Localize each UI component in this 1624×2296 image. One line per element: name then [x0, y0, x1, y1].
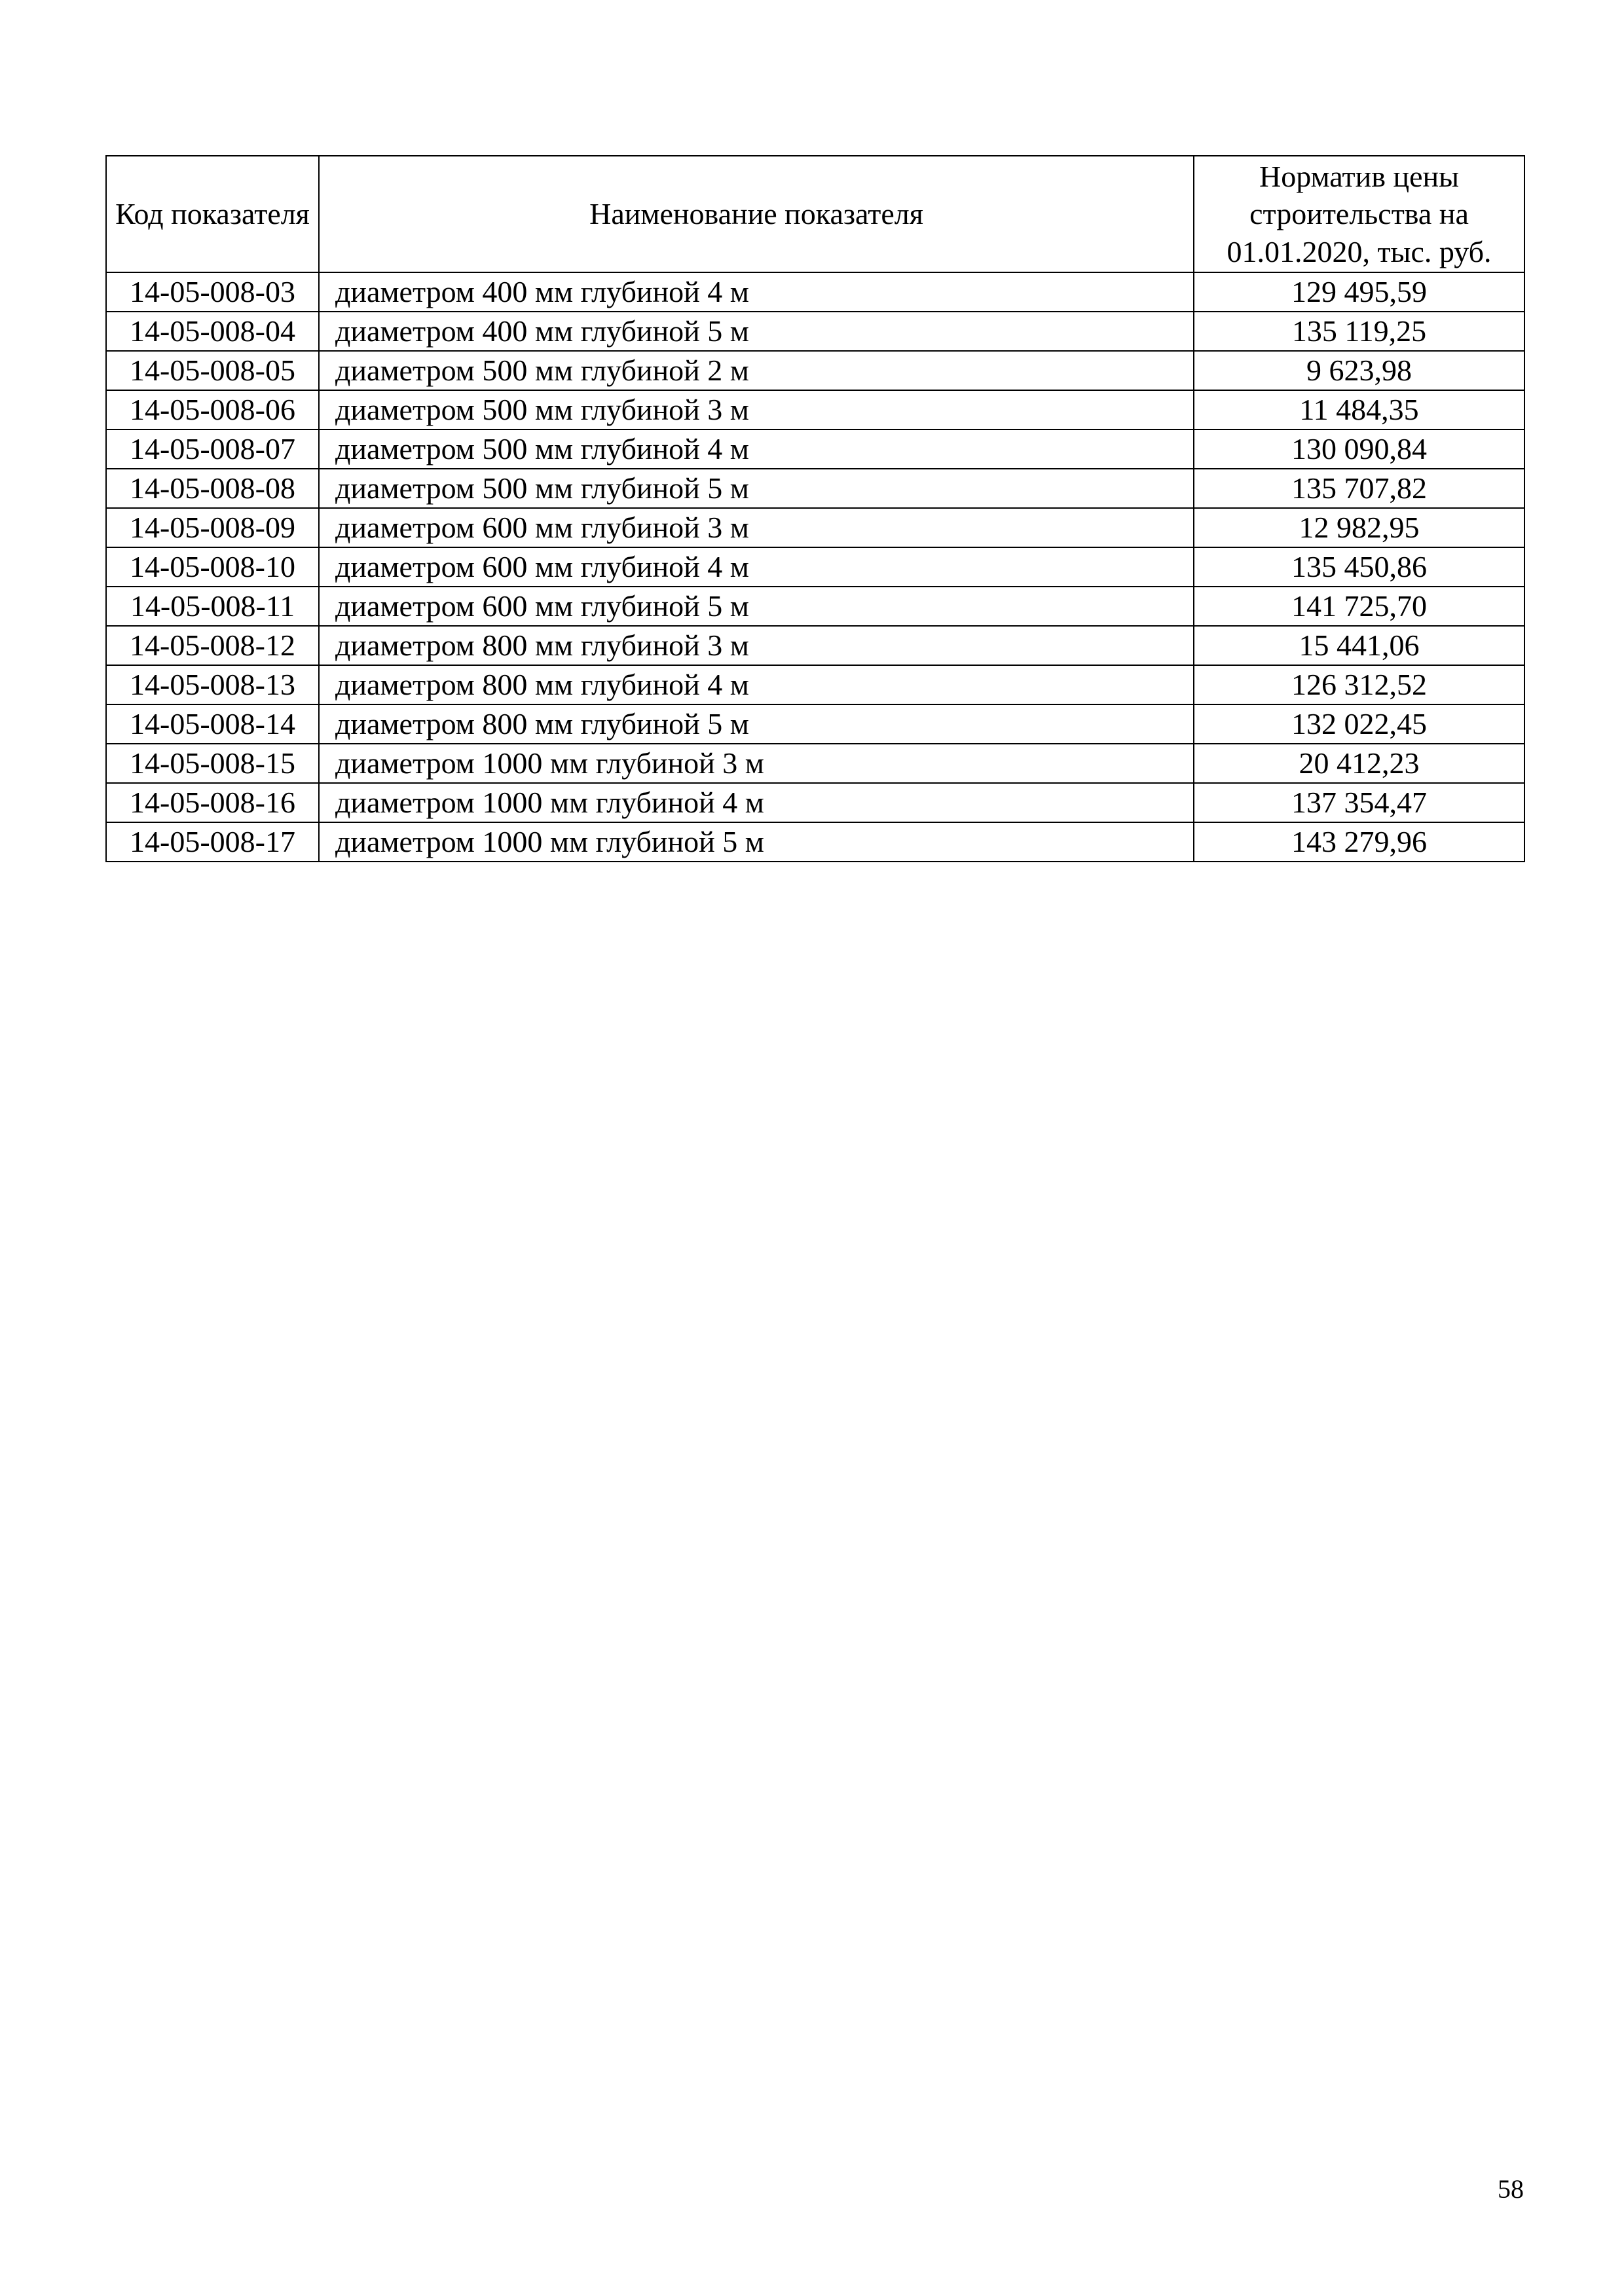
cell-code: 14-05-008-14 [106, 704, 319, 744]
table-row [106, 665, 1524, 704]
cell-code: 14-05-008-17 [106, 822, 319, 862]
table-row [106, 351, 1524, 390]
cell-name: диаметром 1000 мм глубиной 5 м [319, 822, 1194, 862]
cell-name: диаметром 600 мм глубиной 5 м [319, 587, 1194, 626]
cell-code: 14-05-008-16 [106, 783, 319, 822]
cell-code: 14-05-008-12 [106, 626, 319, 665]
cell-price: 143 279,96 [1194, 822, 1524, 862]
cell-price: 129 495,59 [1194, 272, 1524, 312]
cell-price: 20 412,23 [1194, 744, 1524, 783]
cell-name: диаметром 1000 мм глубиной 3 м [319, 744, 1194, 783]
cell-name: диаметром 500 мм глубиной 2 м [319, 351, 1194, 390]
cell-code: 14-05-008-04 [106, 312, 319, 351]
cell-code: 14-05-008-09 [106, 508, 319, 547]
cell-name: диаметром 500 мм глубиной 5 м [319, 469, 1194, 508]
cell-name: диаметром 800 мм глубиной 4 м [319, 665, 1194, 704]
cell-price: 141 725,70 [1194, 587, 1524, 626]
header-code: Код показателя [106, 156, 319, 272]
cell-code: 14-05-008-08 [106, 469, 319, 508]
table-row [106, 312, 1524, 351]
table-row [106, 547, 1524, 587]
table-row [106, 508, 1524, 547]
cell-name: диаметром 500 мм глубиной 3 м [319, 390, 1194, 429]
table-row [106, 429, 1524, 469]
cell-price: 15 441,06 [1194, 626, 1524, 665]
cell-code: 14-05-008-07 [106, 429, 319, 469]
cell-code: 14-05-008-10 [106, 547, 319, 587]
cell-name: диаметром 400 мм глубиной 4 м [319, 272, 1194, 312]
page-number: 58 [1498, 2174, 1524, 2204]
table-row [106, 587, 1524, 626]
table-body [106, 272, 1524, 862]
table-row [106, 783, 1524, 822]
cell-name: диаметром 500 мм глубиной 4 м [319, 429, 1194, 469]
cell-price: 135 119,25 [1194, 312, 1524, 351]
cell-price: 132 022,45 [1194, 704, 1524, 744]
cell-code: 14-05-008-05 [106, 351, 319, 390]
table-row [106, 822, 1524, 862]
cell-price: 135 450,86 [1194, 547, 1524, 587]
cell-code: 14-05-008-11 [106, 587, 319, 626]
cell-name: диаметром 600 мм глубиной 3 м [319, 508, 1194, 547]
header-price: Норматив цены строительства на 01.01.2020, тыс. руб. [1194, 156, 1524, 272]
table-row [106, 390, 1524, 429]
table-header [106, 156, 1524, 272]
table-row [106, 704, 1524, 744]
cell-price: 135 707,82 [1194, 469, 1524, 508]
cell-price: 11 484,35 [1194, 390, 1524, 429]
cell-code: 14-05-008-13 [106, 665, 319, 704]
price-norm-table [105, 155, 1525, 862]
cell-price: 9 623,98 [1194, 351, 1524, 390]
cell-name: диаметром 400 мм глубиной 5 м [319, 312, 1194, 351]
table-header-row [106, 156, 1524, 272]
cell-code: 14-05-008-03 [106, 272, 319, 312]
cell-code: 14-05-008-06 [106, 390, 319, 429]
cell-price: 126 312,52 [1194, 665, 1524, 704]
cell-code: 14-05-008-15 [106, 744, 319, 783]
table-row [106, 272, 1524, 312]
cell-name: диаметром 1000 мм глубиной 4 м [319, 783, 1194, 822]
cell-price: 12 982,95 [1194, 508, 1524, 547]
table-row [106, 744, 1524, 783]
cell-name: диаметром 800 мм глубиной 3 м [319, 626, 1194, 665]
cell-price: 130 090,84 [1194, 429, 1524, 469]
header-name: Наименование показателя [319, 156, 1194, 272]
table-row [106, 469, 1524, 508]
cell-price: 137 354,47 [1194, 783, 1524, 822]
cell-name: диаметром 600 мм глубиной 4 м [319, 547, 1194, 587]
table-row [106, 626, 1524, 665]
cell-name: диаметром 800 мм глубиной 5 м [319, 704, 1194, 744]
